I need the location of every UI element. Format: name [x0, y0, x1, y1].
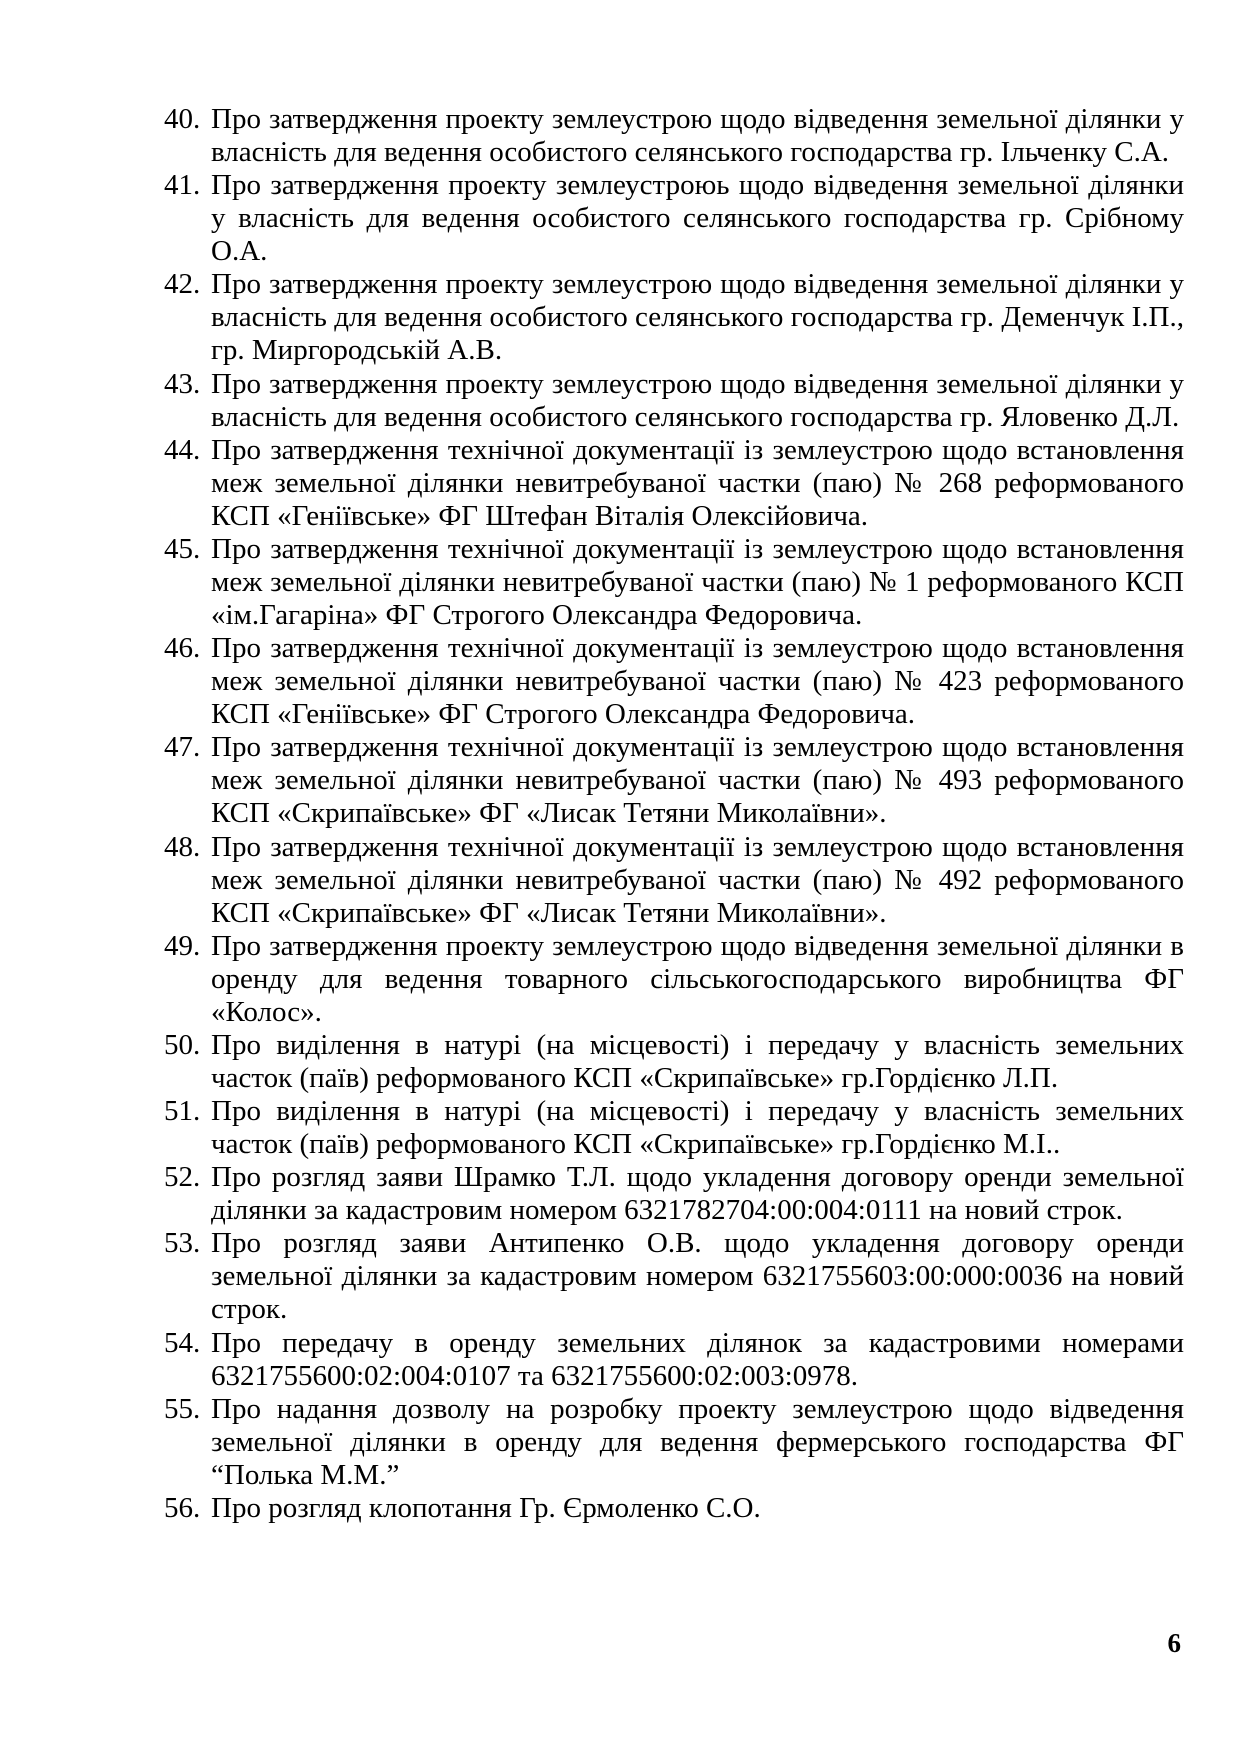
- agenda-item: [164, 1327, 1184, 1393]
- item-number: 45.: [164, 532, 201, 565]
- agenda-item: [164, 268, 1184, 367]
- item-number: 50.: [164, 1028, 201, 1061]
- agenda-item: [164, 533, 1184, 632]
- item-text: Про затвердження технічної документації із землеустрою щодо встановлення меж земельної ділянки невитребуваної частки (паю) № 423 реформованого КСП «Геніївське» ФГ Строгого Олександра Федоровича.: [211, 632, 1184, 731]
- item-text: Про затвердження проекту землеустрою щодо відведення земельної ділянки у власність для ведення особистого селянського господарства гр. Деменчук І.П., гр. Миргородській А.В.: [211, 268, 1184, 367]
- agenda-item: [164, 731, 1184, 830]
- item-text: Про надання дозволу на розробку проекту землеустрою щодо відведення земельної ділянки в оренду для ведення фермерського господарства ФГ “Полька М.М.”: [211, 1392, 1184, 1491]
- agenda-item: [164, 103, 1184, 169]
- item-number: 43.: [164, 367, 201, 400]
- item-text: Про затвердження проекту землеустрою щодо відведення земельної ділянки у власність для ведення особистого селянського господарства гр. Яловенко Д.Л.: [211, 367, 1184, 433]
- item-text: Про розгляд заяви Антипенко О.В. щодо укладення договору оренди земельної ділянки за кадастровим номером 6321755603:00:000:0036 на новий строк.: [211, 1227, 1184, 1326]
- item-number: 56.: [164, 1492, 201, 1524]
- item-text: Про виділення в натурі (на місцевості) і передачу у власність земельних часток (паїв) реформованого КСП «Скрипаївське» гр.Гордієнко Л.П.: [211, 1028, 1184, 1094]
- item-number: 48.: [164, 830, 201, 863]
- item-number: 51.: [164, 1095, 201, 1128]
- agenda-item: [164, 1393, 1184, 1492]
- item-text: Про затвердження технічної документації із землеустрою щодо встановлення меж земельної ділянки невитребуваної частки (паю) № 268 реформованого КСП «Геніївське» ФГ Штефан Віталія Олексійовича.: [211, 433, 1184, 532]
- item-number: 44.: [164, 433, 201, 466]
- item-text: Про розгляд клопотання Гр. Єрмоленко С.О.: [211, 1492, 761, 1524]
- item-number: 41.: [164, 169, 201, 202]
- item-number: 54.: [164, 1326, 201, 1359]
- item-text: Про затвердження технічної документації із землеустрою щодо встановлення меж земельної ділянки невитребуваної частки (паю) № 492 реформованого КСП «Скрипаївське» ФГ «Лисак Тетяни Миколаївни».: [211, 830, 1184, 929]
- item-text: Про розгляд заяви Шрамко Т.Л. щодо укладення договору оренди земельної ділянки за кадастровим номером 6321782704:00:004:0111 на новий строк.: [211, 1161, 1184, 1227]
- agenda-item: [164, 1492, 1184, 1525]
- agenda-item: [164, 368, 1184, 434]
- item-text: Про затвердження технічної документації із землеустрою щодо встановлення меж земельної ділянки невитребуваної частки (паю) № 493 реформованого КСП «Скрипаївське» ФГ «Лисак Тетяни Миколаївни».: [211, 731, 1184, 830]
- item-number: 42.: [164, 268, 201, 301]
- agenda-item: [164, 169, 1184, 268]
- agenda-item: [164, 632, 1184, 731]
- agenda-item: [164, 1161, 1184, 1227]
- page-number: 6: [1167, 1628, 1181, 1658]
- item-number: 46.: [164, 632, 201, 665]
- item-text: Про затвердження проекту землеустрою щодо відведення земельної ділянки у власність для ведення особистого селянського господарства гр. Ільченку С.А.: [211, 103, 1184, 168]
- item-number: 40.: [164, 103, 201, 135]
- item-text: Про передачу в оренду земельних ділянок за кадастровими номерами 6321755600:02:004:0107 та 6321755600:02:003:0978.: [211, 1326, 1184, 1392]
- item-text: Про затвердження проекту землеустрою щодо відведення земельної ділянки в оренду для ведення товарного сільськогосподарського виробництва ФГ «Колос».: [211, 929, 1184, 1028]
- item-text: Про затвердження проекту землеустроюь щодо відведення земельної ділянки у власність для ведення особистого селянського господарства гр. Срібному О.А.: [211, 169, 1184, 268]
- item-number: 53.: [164, 1227, 201, 1260]
- item-text: Про затвердження технічної документації із землеустрою щодо встановлення меж земельної ділянки невитребуваної частки (паю) № 1 реформованого КСП «ім.Гагаріна» ФГ Строгого Олександра Федоровича.: [211, 532, 1184, 631]
- agenda-item: [164, 1095, 1184, 1161]
- item-number: 55.: [164, 1392, 201, 1425]
- agenda-item: [164, 831, 1184, 930]
- item-number: 52.: [164, 1161, 201, 1194]
- item-text: Про виділення в натурі (на місцевості) і передачу у власність земельних часток (паїв) реформованого КСП «Скрипаївське» гр.Гордієнко М.І..: [211, 1095, 1184, 1161]
- item-number: 49.: [164, 929, 201, 962]
- agenda-item: [164, 930, 1184, 1029]
- agenda-item: [164, 1029, 1184, 1095]
- item-number: 47.: [164, 731, 201, 764]
- agenda-item: [164, 1227, 1184, 1326]
- agenda-item: [164, 434, 1184, 533]
- agenda-list: [164, 103, 1184, 1525]
